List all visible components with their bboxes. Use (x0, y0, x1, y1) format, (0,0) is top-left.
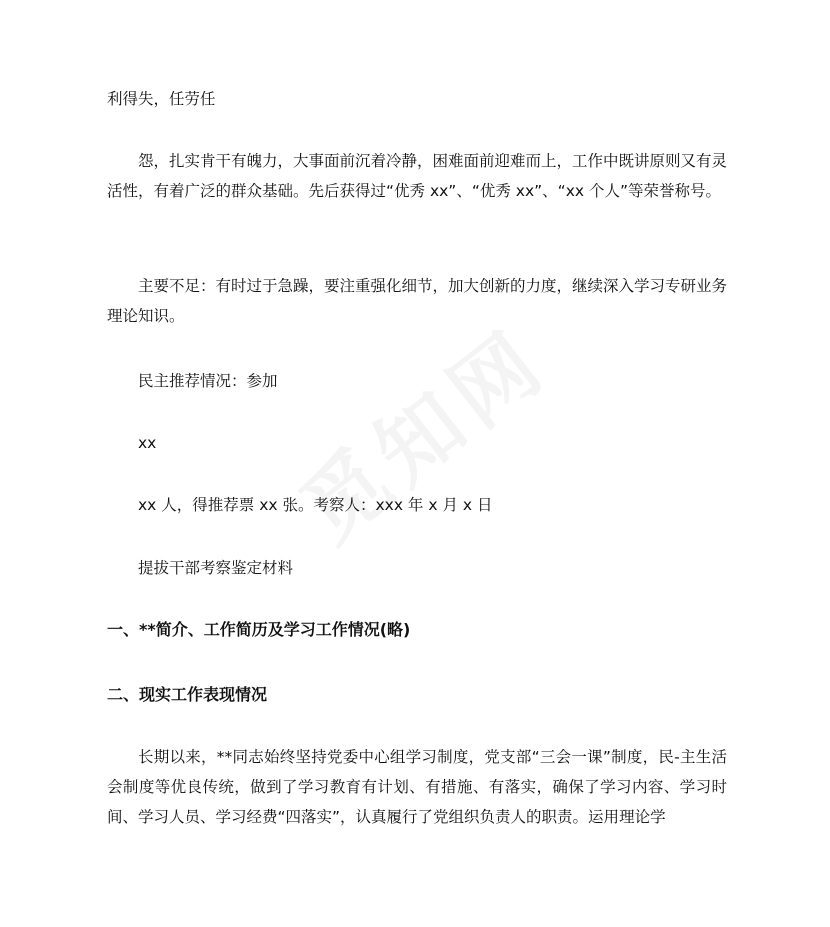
paragraph-doc-title: 提拔干部考察鉴定材料 (138, 559, 294, 577)
section-heading-2: 二、现实工作表现情况 (107, 685, 268, 704)
paragraph-votes: xx 人，得推荐票 xx 张。考察人：xxx 年 x 月 x 日 (138, 496, 493, 514)
paragraph-recommendation: 民主推荐情况：参加 (138, 372, 278, 390)
paragraph-long-term: 长期以来，**同志始终坚持党委中心组学习制度，党支部“三会一课”制度，民-主生活会制度等优良传统，做到了学习教育有计划、有措施、有落实，确保了学习内容、学习时间、学习人员、学习经费“四落实”，认真履行了党组织负责人的职责。运用理论学 (107, 748, 727, 826)
paragraph-shortcomings: 主要不足：有时过于急躁，要注重强化细节，加大创新的力度，继续深入学习专研业务理论知识。 (107, 277, 728, 325)
paragraph-qualities: 怨，扎实肯干有魄力，大事面前沉着冷静，困难面前迎难而上，工作中既讲原则又有灵活性，有着广泛的群众基础。先后获得过“优秀 xx”、“优秀 xx”、“xx 个人”等荣誉称号。 (107, 152, 728, 200)
paragraph-fragment: 利得失，任劳任 (107, 90, 216, 108)
section-heading-1: 一、**简介、工作简历及学习工作情况(略) (107, 620, 411, 639)
paragraph-xx: xx (138, 434, 157, 452)
